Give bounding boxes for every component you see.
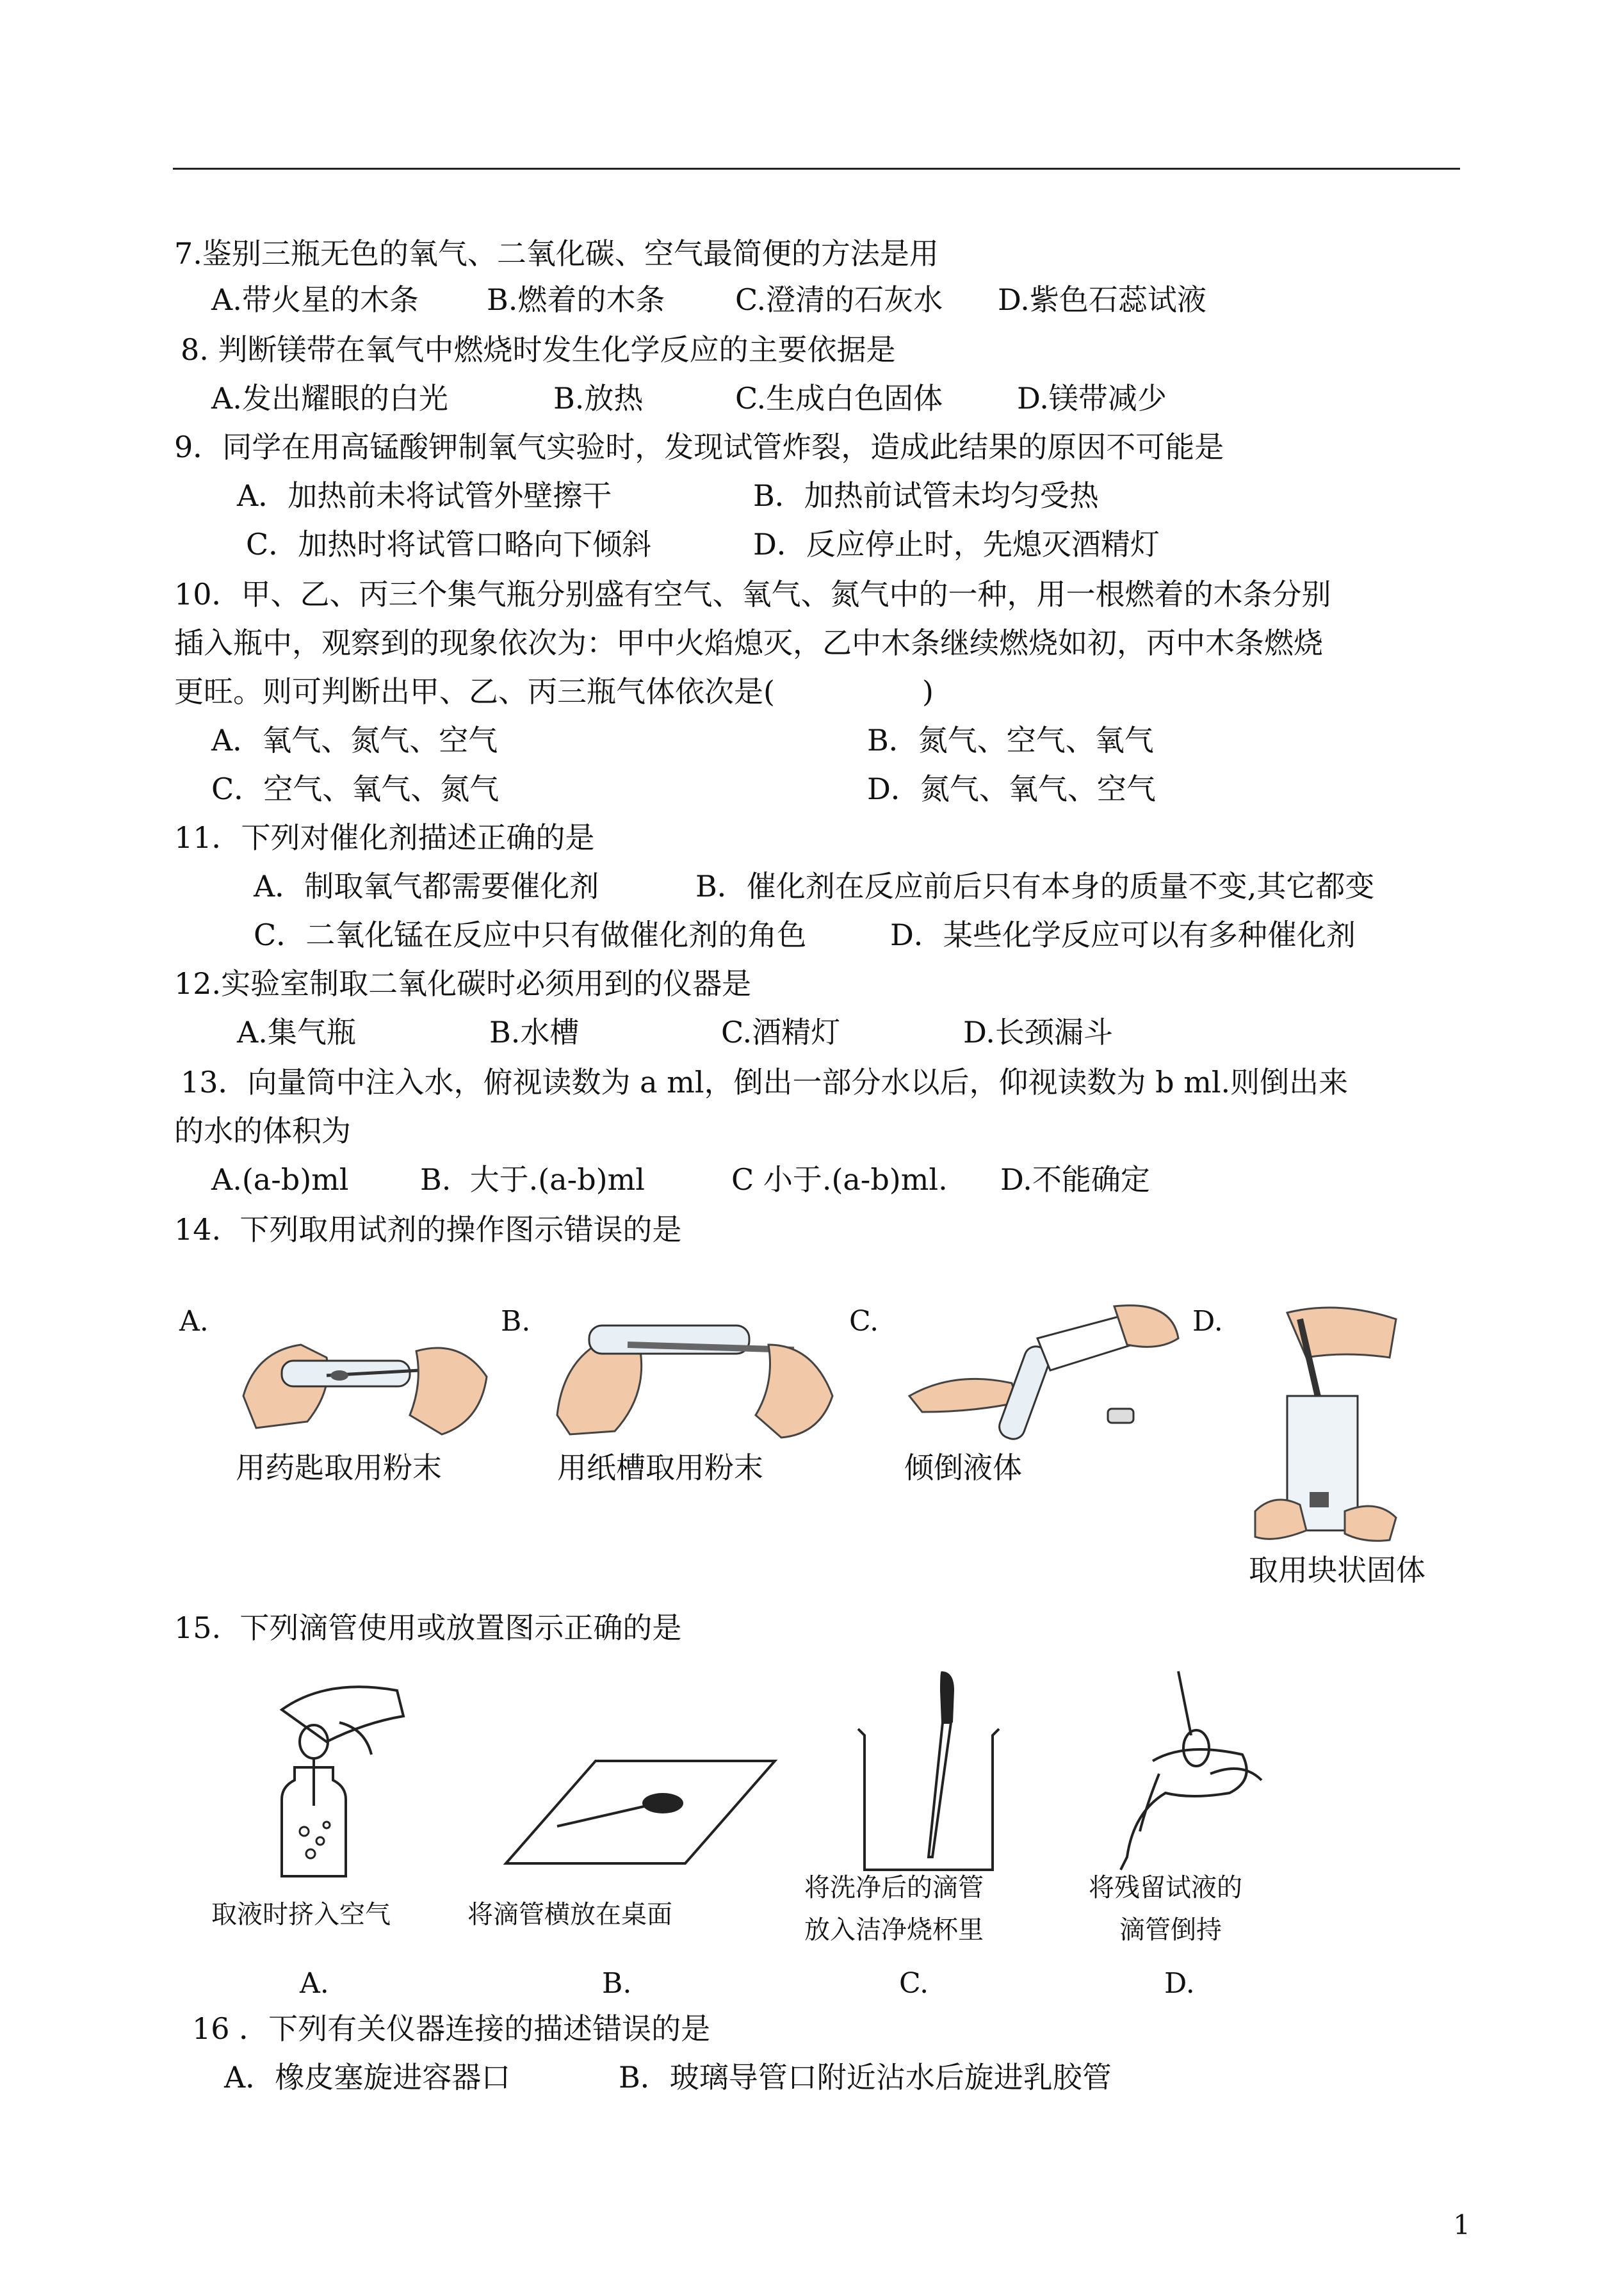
q12-option-b: B.水槽 [489,1015,580,1050]
q14-caption-c: 倾倒液体 [904,1450,1022,1485]
q12-option-d: D.长颈漏斗 [963,1015,1113,1050]
q8-option-c: C.生成白色固体 [735,381,943,416]
q16-option-a: A．橡皮塞旋进容器口 [224,2060,511,2095]
q9-option-d: D．反应停止时，先熄灭酒精灯 [753,527,1160,562]
q12-option-a: A.集气瓶 [237,1015,356,1050]
page-number: 1 [1453,2209,1470,2241]
q9-stem: 9．同学在用高锰酸钾制氧气实验时，发现试管炸裂，造成此结果的原因不可能是 [174,430,1224,464]
q15-figure-b-dropper-on-table [499,1755,781,1870]
q14-fig-letter-d: D. [1192,1305,1223,1338]
q15-figure-d-dropper-inverted [1114,1665,1281,1876]
q7-option-a: A.带火星的木条 [211,282,419,317]
q7-option-c: C.澄清的石灰水 [735,282,943,317]
q8-option-d: D.镁带减少 [1017,381,1167,416]
q11-option-c: C．二氧化锰在反应中只有做催化剂的角色 [254,918,807,952]
q14-figure-b-paper-trough [551,1300,845,1441]
q8-option-a: A.发出耀眼的白光 [211,381,448,416]
q10-option-d: D．氮气、氧气、空气 [867,772,1156,806]
q11-stem: 11．下列对催化剂描述正确的是 [174,820,595,855]
q11-option-a: A．制取氧气都需要催化剂 [254,869,599,904]
q10-stem-line-2: 插入瓶中，观察到的现象依次为：甲中火焰熄灭，乙中木条继续燃烧如初，丙中木条燃烧 [174,626,1323,660]
q13-stem-line-2: 的水的体积为 [174,1114,351,1148]
q13-option-c: C 小于.(a-b)ml. [731,1162,948,1197]
q15-stem: 15. 下列滴管使用或放置图示正确的是 [174,1610,682,1645]
q14-figure-a-spatula-test-tube [231,1300,499,1441]
q15-caption-c-line-1: 将洗净后的滴管 [804,1873,984,1902]
q14-stem: 14. 下列取用试剂的操作图示错误的是 [174,1212,682,1247]
q11-option-b: B．催化剂在反应前后只有本身的质量不变,其它都变 [695,869,1375,904]
q15-fig-letter-b: B. [602,1967,632,2000]
q15-fig-letter-c: C. [899,1967,929,2000]
q14-figure-d-block-solid [1249,1300,1415,1550]
q15-fig-letter-d: D. [1164,1967,1195,2000]
q10-option-c: C．空气、氧气、氮气 [211,772,499,806]
q14-caption-d: 取用块状固体 [1249,1553,1425,1587]
q10-option-a: A．氧气、氮气、空气 [211,723,498,758]
q12-option-c: C.酒精灯 [721,1015,841,1050]
q11-option-d: D．某些化学反应可以有多种催化剂 [890,918,1356,952]
q10-stem-line-1: 10．甲、乙、丙三个集气瓶分别盛有空气、氧气、氮气中的一种，用一根燃着的木条分别 [174,577,1331,612]
q12-stem: 12.实验室制取二氧化碳时必须用到的仪器是 [174,966,752,1001]
q15-caption-d-line-1: 将残留试液的 [1089,1873,1242,1902]
q15-figure-a-dropper-bottle [269,1671,435,1883]
q16-stem: 16 ．下列有关仪器连接的描述错误的是 [192,2011,711,2046]
q8-option-b: B.放热 [553,381,644,416]
q14-fig-letter-c: C. [849,1305,879,1338]
q16-option-b: B．玻璃导管口附近沾水后旋进乳胶管 [619,2060,1112,2095]
q13-stem-line-1: 13．向量筒中注入水，俯视读数为 a ml，倒出一部分水以后，仰视读数为 b ml.则倒出来 [181,1065,1349,1099]
q8-stem: 8. 判断镁带在氧气中燃烧时发生化学反应的主要依据是 [181,332,896,367]
q7-option-d: D.紫色石蕊试液 [998,282,1206,317]
q13-option-d: D.不能确定 [1000,1162,1150,1197]
q9-option-a: A．加热前未将试管外壁擦干 [237,478,612,513]
q15-caption-a: 取液时挤入空气 [211,1900,391,1929]
q14-caption-b: 用纸槽取用粉末 [557,1450,763,1485]
q15-caption-d-line-2: 滴管倒持 [1119,1915,1222,1945]
q14-fig-letter-a: A. [179,1305,209,1338]
q10-option-b: B．氮气、空气、氧气 [867,723,1154,758]
q10-stem-line-3: 更旺。则可判断出甲、乙、丙三瓶气体依次是( ) [174,674,934,709]
q14-caption-a: 用药匙取用粉末 [236,1450,442,1485]
q7-stem: 7.鉴别三瓶无色的氧气、二氧化碳、空气最简便的方法是用 [174,236,939,271]
q14-fig-letter-b: B. [501,1305,531,1338]
q9-option-b: B．加热前试管未均匀受热 [753,478,1099,513]
q15-figure-c-dropper-in-beaker [845,1665,1012,1876]
q13-option-b: B. 大于.(a-b)ml [420,1162,645,1197]
q13-option-a: A.(a-b)ml [211,1162,349,1197]
q15-caption-b: 将滴管横放在桌面 [467,1900,672,1929]
q7-option-b: B.燃着的木条 [487,282,665,317]
q15-fig-letter-a: A. [300,1967,329,2000]
q15-caption-c-line-2: 放入洁净烧杯里 [804,1915,984,1945]
header-rule [173,168,1460,170]
q14-figure-c-pouring-liquid [903,1300,1185,1441]
q9-option-c: C．加热时将试管口略向下倾斜 [246,527,652,562]
